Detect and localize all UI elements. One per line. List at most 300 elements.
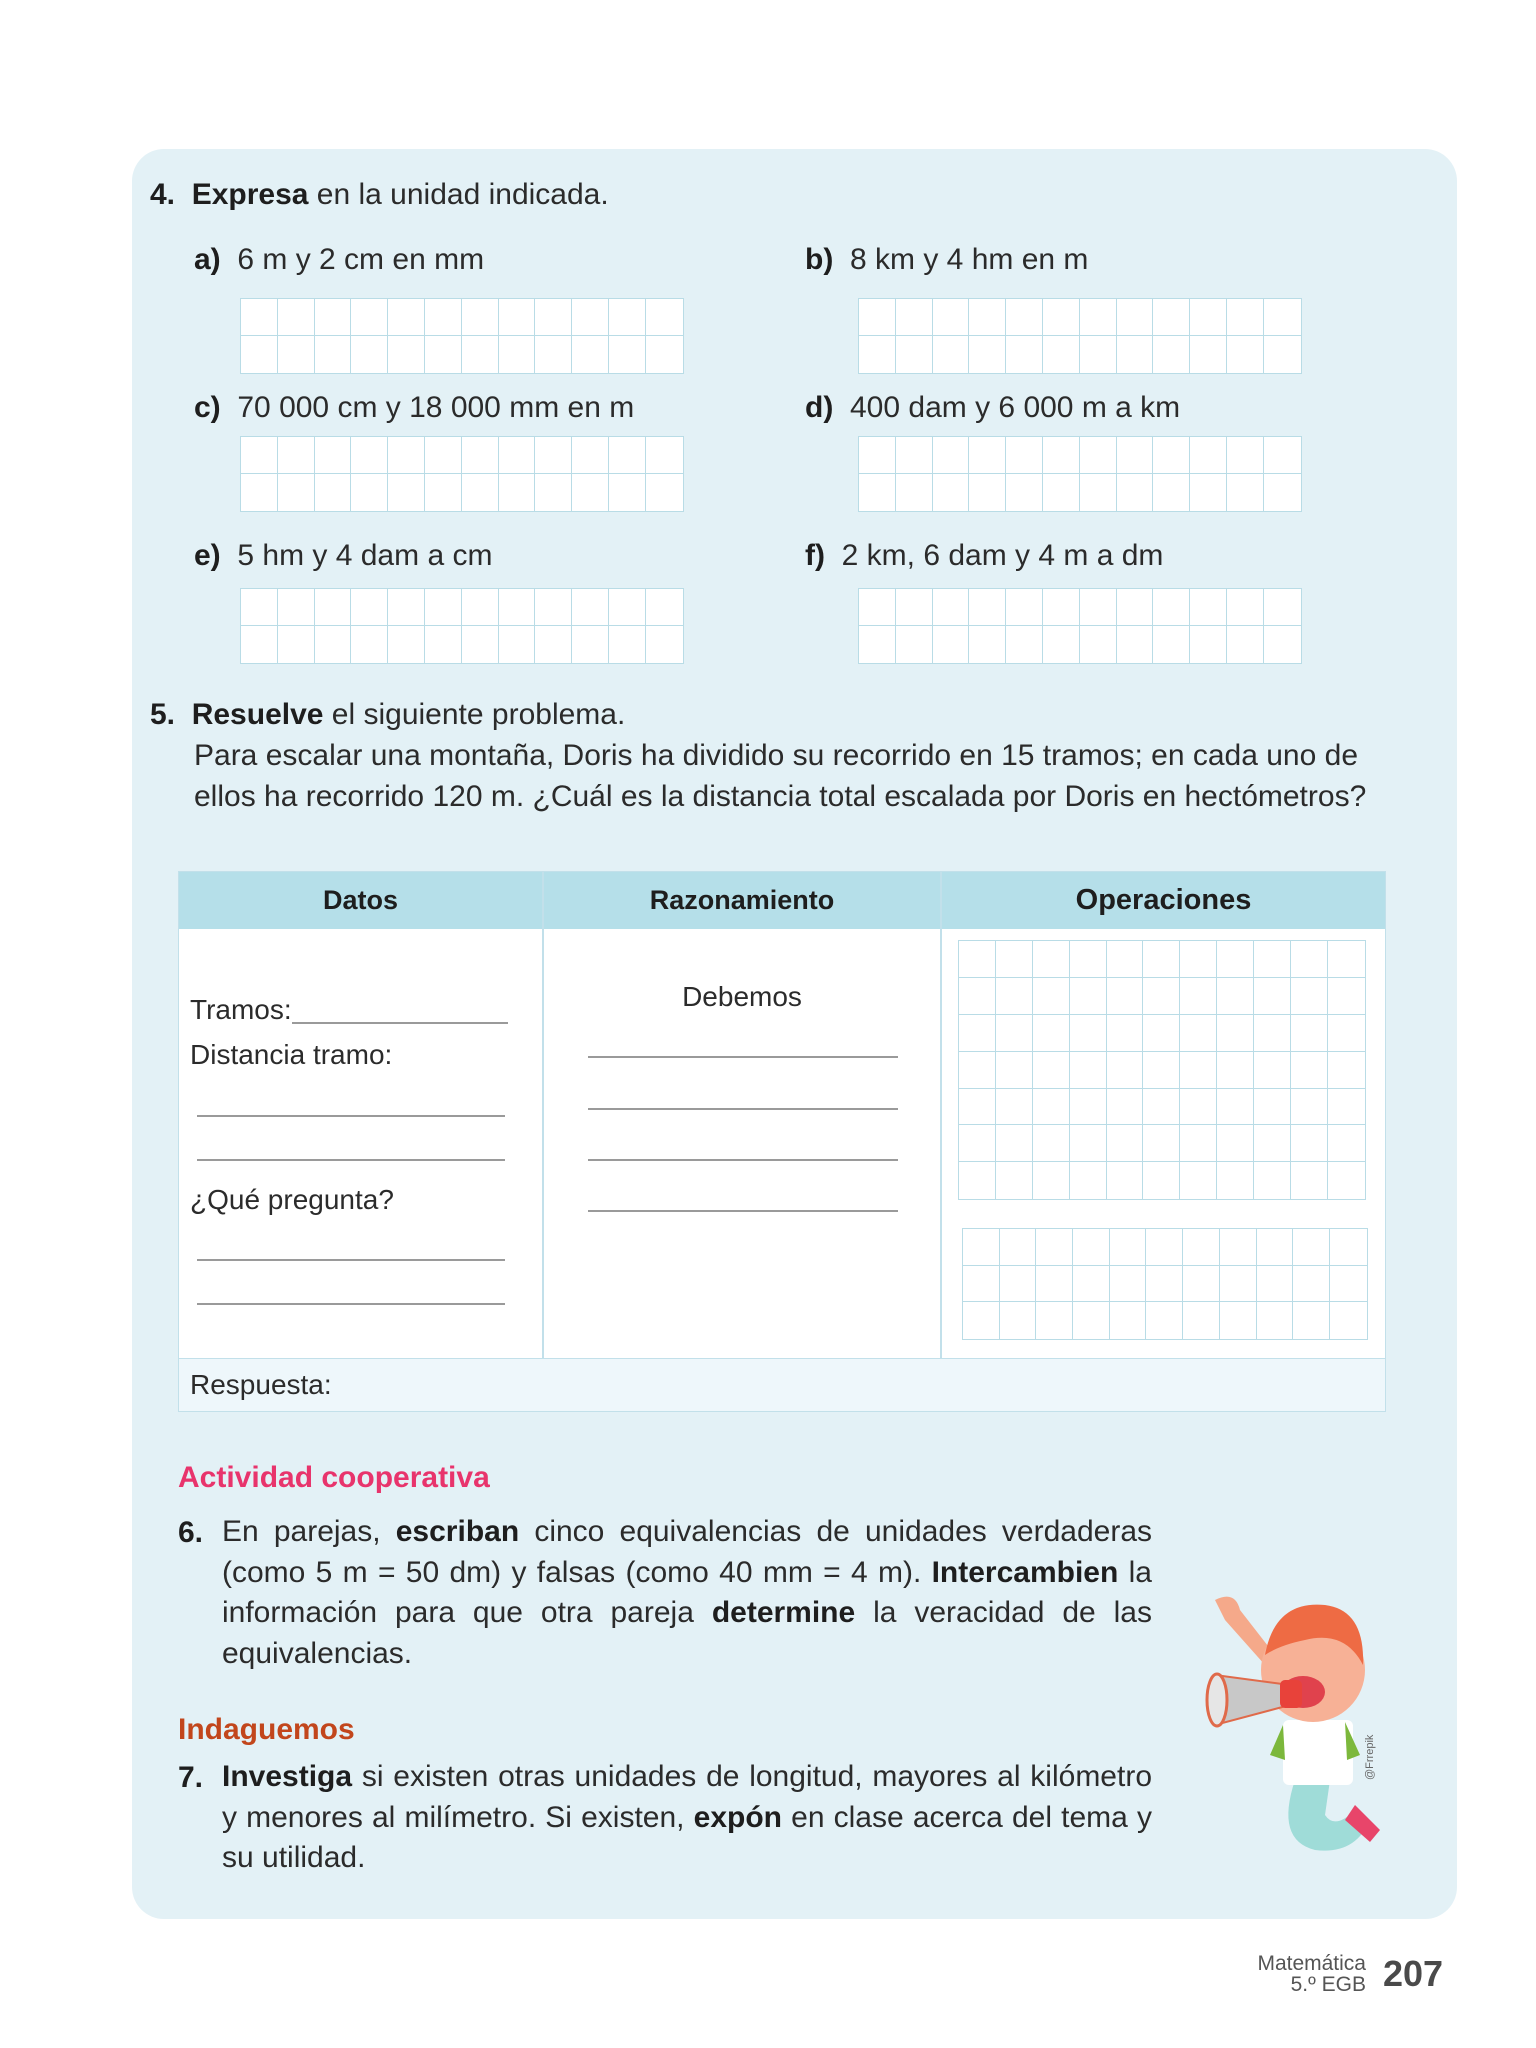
header-operaciones: Operaciones	[942, 872, 1385, 929]
grid-cell[interactable]	[1183, 1266, 1220, 1303]
grid-cell[interactable]	[1143, 1162, 1180, 1199]
grid-cell[interactable]	[1110, 1302, 1147, 1339]
grid-cell[interactable]	[535, 589, 572, 626]
grid-cell[interactable]	[388, 299, 425, 336]
grid-cell[interactable]	[1291, 941, 1328, 978]
grid-cell[interactable]	[1070, 941, 1107, 978]
solution-table	[178, 871, 1386, 1412]
grid-cell[interactable]	[1220, 1229, 1257, 1266]
grid-cell[interactable]	[933, 299, 970, 336]
grid-cell[interactable]	[1293, 1266, 1330, 1303]
grid-cell[interactable]	[241, 589, 278, 626]
grid-cell[interactable]	[1000, 1266, 1037, 1303]
grid-cell[interactable]	[933, 336, 970, 373]
respuesta-label: Respuesta:	[190, 1369, 332, 1400]
grid-cell[interactable]	[315, 626, 352, 663]
grid-cell[interactable]	[896, 437, 933, 474]
grid-cell[interactable]	[462, 626, 499, 663]
ex7-text: Investiga si existen otras unidades de longitud, mayores al kilómetro y menores al milímetro. Si existen, expón en clase acerca del tema y su utilidad.	[222, 1760, 1152, 1874]
ex4-instruction: en la unidad indicada.	[308, 178, 609, 211]
grid-cell[interactable]	[933, 589, 970, 626]
grid-cell[interactable]	[1264, 437, 1301, 474]
reasoning-line[interactable]	[588, 1108, 898, 1110]
grid-cell[interactable]	[1006, 626, 1043, 663]
grid-cell[interactable]	[241, 299, 278, 336]
grid-cell[interactable]	[1033, 1125, 1070, 1162]
grid-cell[interactable]	[499, 336, 536, 373]
grid-cell[interactable]	[646, 589, 683, 626]
grid-cell[interactable]	[278, 626, 315, 663]
grid-cell[interactable]	[425, 589, 462, 626]
grid-cell[interactable]	[1043, 336, 1080, 373]
grid-cell[interactable]	[351, 336, 388, 373]
grid-cell[interactable]	[859, 336, 896, 373]
grid-cell[interactable]	[462, 474, 499, 511]
grid-cell[interactable]	[1180, 941, 1217, 978]
grid-cell[interactable]	[1291, 1089, 1328, 1126]
reasoning-line[interactable]	[588, 1159, 898, 1161]
grid-cell[interactable]	[535, 299, 572, 336]
grid-cell[interactable]	[996, 1015, 1033, 1052]
grid-cell[interactable]	[1143, 978, 1180, 1015]
answer-grid-e[interactable]	[240, 588, 684, 664]
grid-cell[interactable]	[996, 978, 1033, 1015]
grid-cell[interactable]	[1000, 1302, 1037, 1339]
grid-cell[interactable]	[1217, 1052, 1254, 1089]
grid-cell[interactable]	[1070, 1162, 1107, 1199]
grid-cell[interactable]	[241, 336, 278, 373]
answer-grid-f[interactable]	[858, 588, 1302, 664]
grid-cell[interactable]	[1291, 978, 1328, 1015]
grid-cell[interactable]	[1033, 941, 1070, 978]
grid-cell[interactable]	[1291, 1015, 1328, 1052]
grid-cell[interactable]	[1291, 1052, 1328, 1089]
grid-cell[interactable]	[609, 626, 646, 663]
grid-cell[interactable]	[1257, 1266, 1294, 1303]
grid-cell[interactable]	[1254, 1162, 1291, 1199]
grid-cell[interactable]	[1264, 589, 1301, 626]
grid-cell[interactable]	[1217, 1089, 1254, 1126]
grid-cell[interactable]	[1117, 336, 1154, 373]
grid-cell[interactable]	[572, 474, 609, 511]
grid-cell[interactable]	[1033, 1162, 1070, 1199]
grid-cell[interactable]	[963, 1266, 1000, 1303]
grid-cell[interactable]	[462, 589, 499, 626]
pregunta-answer-line[interactable]	[197, 1259, 505, 1261]
grid-cell[interactable]	[859, 589, 896, 626]
grid-cell[interactable]	[646, 474, 683, 511]
answer-grid-a[interactable]	[240, 298, 684, 374]
grid-cell[interactable]	[969, 474, 1006, 511]
grid-cell[interactable]	[1180, 1015, 1217, 1052]
grid-cell[interactable]	[969, 626, 1006, 663]
grid-cell[interactable]	[969, 336, 1006, 373]
ex4-number: 4.	[150, 178, 176, 211]
grid-cell[interactable]	[1153, 474, 1190, 511]
grid-cell[interactable]	[388, 589, 425, 626]
grid-cell[interactable]	[609, 589, 646, 626]
grid-cell[interactable]	[1146, 1302, 1183, 1339]
grid-cell[interactable]	[1183, 1229, 1220, 1266]
reasoning-line[interactable]	[588, 1056, 898, 1058]
grid-cell[interactable]	[1117, 589, 1154, 626]
grid-cell[interactable]	[1291, 1125, 1328, 1162]
grid-cell[interactable]	[1180, 1089, 1217, 1126]
grid-cell[interactable]	[1033, 1089, 1070, 1126]
grid-cell[interactable]	[963, 1229, 1000, 1266]
grid-cell[interactable]	[572, 336, 609, 373]
grid-cell[interactable]	[388, 474, 425, 511]
divider	[542, 872, 544, 1361]
grid-cell[interactable]	[1264, 336, 1301, 373]
grid-cell[interactable]	[896, 626, 933, 663]
grid-cell[interactable]	[278, 589, 315, 626]
grid-cell[interactable]	[959, 1015, 996, 1052]
grid-cell[interactable]	[1006, 299, 1043, 336]
grid-cell[interactable]	[1183, 1302, 1220, 1339]
distancia-answer-line[interactable]	[197, 1159, 505, 1161]
grid-cell[interactable]	[1080, 336, 1117, 373]
grid-cell[interactable]	[1217, 978, 1254, 1015]
grid-cell[interactable]	[1180, 978, 1217, 1015]
grid-cell[interactable]	[959, 978, 996, 1015]
grid-cell[interactable]	[996, 1052, 1033, 1089]
grid-cell[interactable]	[896, 336, 933, 373]
grid-cell[interactable]	[241, 437, 278, 474]
grid-cell[interactable]	[499, 626, 536, 663]
grid-cell[interactable]	[1190, 437, 1227, 474]
grid-cell[interactable]	[1070, 1089, 1107, 1126]
grid-cell[interactable]	[1190, 474, 1227, 511]
grid-cell[interactable]	[425, 474, 462, 511]
grid-cell[interactable]	[1293, 1229, 1330, 1266]
grid-cell[interactable]	[933, 437, 970, 474]
grid-cell[interactable]	[499, 474, 536, 511]
grid-cell[interactable]	[1220, 1302, 1257, 1339]
grid-cell[interactable]	[572, 626, 609, 663]
grid-cell[interactable]	[969, 299, 1006, 336]
grid-cell[interactable]	[1043, 437, 1080, 474]
grid-cell[interactable]	[351, 589, 388, 626]
tramos-answer-line[interactable]	[292, 1022, 508, 1024]
grid-cell[interactable]	[1070, 1125, 1107, 1162]
grid-cell[interactable]	[1043, 589, 1080, 626]
ex6-text: En parejas, escriban cinco equivalencias de unidades verdaderas (como 5 m = 50 dm) y falsas (como 40 mm = 4 m). Intercambien la información para que otra pareja determine la veracidad de las equivalencias.	[222, 1515, 1153, 1670]
grid-cell[interactable]	[1227, 299, 1264, 336]
item-label: d)	[805, 391, 834, 424]
grid-cell[interactable]	[1117, 437, 1154, 474]
grid-cell[interactable]	[1043, 299, 1080, 336]
grid-cell[interactable]	[278, 336, 315, 373]
grid-cell[interactable]	[315, 589, 352, 626]
grid-cell[interactable]	[1217, 1015, 1254, 1052]
grid-cell[interactable]	[1153, 299, 1190, 336]
item-text: 8 km y 4 hm en m	[850, 243, 1089, 276]
answer-grid-b[interactable]	[858, 298, 1302, 374]
grid-cell[interactable]	[1036, 1302, 1073, 1339]
grid-cell[interactable]	[425, 437, 462, 474]
page-number: 207	[1383, 1953, 1444, 1994]
grid-cell[interactable]	[1153, 626, 1190, 663]
grid-cell[interactable]	[1033, 1015, 1070, 1052]
grid-cell[interactable]	[1227, 336, 1264, 373]
grid-cell[interactable]	[315, 336, 352, 373]
grid-cell[interactable]	[1217, 1125, 1254, 1162]
grid-cell[interactable]	[1080, 589, 1117, 626]
grid-cell[interactable]	[535, 437, 572, 474]
grid-cell[interactable]	[1080, 626, 1117, 663]
grid-cell[interactable]	[241, 474, 278, 511]
grid-cell[interactable]	[1143, 1125, 1180, 1162]
grid-cell[interactable]	[1110, 1229, 1147, 1266]
grid-cell[interactable]	[609, 437, 646, 474]
grid-cell[interactable]	[1073, 1229, 1110, 1266]
grid-cell[interactable]	[996, 1089, 1033, 1126]
grid-cell[interactable]	[1073, 1266, 1110, 1303]
grid-cell[interactable]	[499, 437, 536, 474]
grid-cell[interactable]	[1254, 1089, 1291, 1126]
grid-cell[interactable]	[388, 437, 425, 474]
tramos-label: Tramos:	[190, 994, 292, 1025]
grid-cell[interactable]	[896, 474, 933, 511]
grid-cell[interactable]	[1036, 1229, 1073, 1266]
grid-cell[interactable]	[572, 589, 609, 626]
item-text: 70 000 cm y 18 000 mm en m	[237, 391, 635, 424]
grid-cell[interactable]	[315, 474, 352, 511]
ex4-item-f	[805, 541, 1163, 571]
grid-cell[interactable]	[1143, 1089, 1180, 1126]
grid-cell[interactable]	[1153, 437, 1190, 474]
grid-cell[interactable]	[1254, 1015, 1291, 1052]
grid-cell[interactable]	[1117, 299, 1154, 336]
grid-cell[interactable]	[278, 474, 315, 511]
grid-cell[interactable]	[969, 589, 1006, 626]
pregunta-answer-line[interactable]	[197, 1303, 505, 1305]
grid-cell[interactable]	[959, 1162, 996, 1199]
ex4-item-e	[194, 541, 492, 571]
grid-cell[interactable]	[1190, 626, 1227, 663]
operations-grid[interactable]	[958, 940, 1366, 1200]
grid-cell[interactable]	[996, 1125, 1033, 1162]
grid-cell[interactable]	[1293, 1302, 1330, 1339]
grid-cell[interactable]	[1264, 626, 1301, 663]
item-text: 400 dam y 6 000 m a km	[850, 391, 1181, 424]
grid-cell[interactable]	[1328, 1125, 1365, 1162]
grid-cell[interactable]	[1328, 1015, 1365, 1052]
grid-cell[interactable]	[1107, 978, 1144, 1015]
grid-cell[interactable]	[646, 299, 683, 336]
grid-cell[interactable]	[1146, 1266, 1183, 1303]
reasoning-line[interactable]	[588, 1210, 898, 1212]
grid-cell[interactable]	[1143, 1052, 1180, 1089]
grid-cell[interactable]	[462, 336, 499, 373]
grid-cell[interactable]	[388, 336, 425, 373]
grid-cell[interactable]	[996, 1162, 1033, 1199]
ex4-item-d	[805, 393, 1180, 423]
grid-cell[interactable]	[859, 437, 896, 474]
ex4-heading	[150, 180, 609, 210]
grid-cell[interactable]	[1254, 1052, 1291, 1089]
grid-cell[interactable]	[1107, 1015, 1144, 1052]
grid-cell[interactable]	[1330, 1229, 1367, 1266]
grid-cell[interactable]	[646, 336, 683, 373]
grid-cell[interactable]	[241, 626, 278, 663]
grid-cell[interactable]	[963, 1302, 1000, 1339]
grid-cell[interactable]	[1110, 1266, 1147, 1303]
grid-cell[interactable]	[315, 437, 352, 474]
grid-cell[interactable]	[896, 299, 933, 336]
grid-cell[interactable]	[462, 299, 499, 336]
grid-cell[interactable]	[1257, 1302, 1294, 1339]
grid-cell[interactable]	[1080, 474, 1117, 511]
grid-cell[interactable]	[1328, 1052, 1365, 1089]
grid-cell[interactable]	[609, 299, 646, 336]
grid-cell[interactable]	[1006, 437, 1043, 474]
grid-cell[interactable]	[1328, 1162, 1365, 1199]
grid-cell[interactable]	[572, 437, 609, 474]
grid-cell[interactable]	[859, 299, 896, 336]
grid-cell[interactable]	[1180, 1052, 1217, 1089]
grid-cell[interactable]	[1254, 1125, 1291, 1162]
grid-cell[interactable]	[646, 626, 683, 663]
grid-cell[interactable]	[1107, 1089, 1144, 1126]
grid-cell[interactable]	[646, 437, 683, 474]
grid-cell[interactable]	[1227, 474, 1264, 511]
grid-cell[interactable]	[315, 299, 352, 336]
grid-cell[interactable]	[969, 437, 1006, 474]
grid-cell[interactable]	[1217, 1162, 1254, 1199]
grid-cell[interactable]	[1070, 1015, 1107, 1052]
grid-cell[interactable]	[499, 589, 536, 626]
respuesta-row[interactable]	[179, 1358, 1385, 1411]
ex5-heading	[150, 700, 625, 730]
answer-grid-c[interactable]	[240, 436, 684, 512]
answer-grid-d[interactable]	[858, 436, 1302, 512]
grid-cell[interactable]	[1291, 1162, 1328, 1199]
grid-cell[interactable]	[1227, 626, 1264, 663]
grid-cell[interactable]	[1107, 1052, 1144, 1089]
grid-cell[interactable]	[278, 437, 315, 474]
ex5-instruction: el siguiente problema.	[323, 698, 626, 731]
grid-cell[interactable]	[1227, 589, 1264, 626]
grid-cell[interactable]	[425, 299, 462, 336]
grid-cell[interactable]	[1006, 336, 1043, 373]
grid-cell[interactable]	[1264, 299, 1301, 336]
grid-cell[interactable]	[462, 437, 499, 474]
grid-cell[interactable]	[1006, 474, 1043, 511]
distancia-label: Distancia tramo:	[190, 1039, 393, 1070]
grid-cell[interactable]	[1190, 336, 1227, 373]
grid-cell[interactable]	[1227, 437, 1264, 474]
grid-cell[interactable]	[1328, 1089, 1365, 1126]
footer-subject-name: Matemática	[1257, 1952, 1366, 1975]
grid-cell[interactable]	[1033, 978, 1070, 1015]
grid-cell[interactable]	[351, 299, 388, 336]
grid-cell[interactable]	[425, 626, 462, 663]
grid-cell[interactable]	[1180, 1125, 1217, 1162]
grid-cell[interactable]	[351, 474, 388, 511]
grid-cell[interactable]	[1153, 589, 1190, 626]
grid-cell[interactable]	[1080, 299, 1117, 336]
grid-cell[interactable]	[1180, 1162, 1217, 1199]
grid-cell[interactable]	[1146, 1229, 1183, 1266]
grid-cell[interactable]	[278, 299, 315, 336]
grid-cell[interactable]	[499, 299, 536, 336]
grid-cell[interactable]	[996, 941, 1033, 978]
grid-cell[interactable]	[1117, 474, 1154, 511]
grid-cell[interactable]	[1070, 1052, 1107, 1089]
grid-cell[interactable]	[859, 626, 896, 663]
grid-cell[interactable]	[1330, 1266, 1367, 1303]
grid-cell[interactable]	[1143, 941, 1180, 978]
grid-cell[interactable]	[1190, 299, 1227, 336]
grid-cell[interactable]	[1117, 626, 1154, 663]
divider	[940, 872, 942, 1361]
grid-cell[interactable]	[1036, 1266, 1073, 1303]
grid-cell[interactable]	[1190, 589, 1227, 626]
grid-cell[interactable]	[572, 299, 609, 336]
grid-cell[interactable]	[933, 626, 970, 663]
grid-cell[interactable]	[1264, 474, 1301, 511]
grid-cell[interactable]	[425, 336, 462, 373]
grid-cell[interactable]	[959, 941, 996, 978]
grid-cell[interactable]	[1073, 1302, 1110, 1339]
header-razonamiento: Razonamiento	[544, 872, 940, 929]
grid-cell[interactable]	[1006, 589, 1043, 626]
distancia-answer-line[interactable]	[197, 1115, 505, 1117]
grid-cell[interactable]	[1070, 978, 1107, 1015]
grid-cell[interactable]	[351, 626, 388, 663]
grid-cell[interactable]	[351, 437, 388, 474]
grid-cell[interactable]	[1254, 978, 1291, 1015]
grid-cell[interactable]	[896, 589, 933, 626]
grid-cell[interactable]	[1000, 1229, 1037, 1266]
grid-cell[interactable]	[1153, 336, 1190, 373]
item-text: 6 m y 2 cm en mm	[237, 243, 485, 276]
grid-cell[interactable]	[1107, 1162, 1144, 1199]
grid-cell[interactable]	[1043, 626, 1080, 663]
grid-cell[interactable]	[1220, 1266, 1257, 1303]
grid-cell[interactable]	[959, 1052, 996, 1089]
ex6-number: 6.	[178, 1516, 204, 1549]
grid-cell[interactable]	[1107, 941, 1144, 978]
grid-cell[interactable]	[859, 474, 896, 511]
grid-cell[interactable]	[1328, 941, 1365, 978]
grid-cell[interactable]	[959, 1089, 996, 1126]
grid-cell[interactable]	[959, 1125, 996, 1162]
grid-cell[interactable]	[1254, 941, 1291, 978]
grid-cell[interactable]	[388, 626, 425, 663]
grid-cell[interactable]	[535, 474, 572, 511]
item-text: 2 km, 6 dam y 4 m a dm	[841, 539, 1164, 572]
illustration-credit: @Frrepik	[1364, 1734, 1376, 1780]
grid-cell[interactable]	[609, 474, 646, 511]
grid-cell[interactable]	[1033, 1052, 1070, 1089]
grid-cell[interactable]	[1043, 474, 1080, 511]
grid-cell[interactable]	[1143, 1015, 1180, 1052]
operations-grid-small[interactable]	[962, 1228, 1368, 1340]
grid-cell[interactable]	[1328, 978, 1365, 1015]
grid-cell[interactable]	[1330, 1302, 1367, 1339]
grid-cell[interactable]	[1107, 1125, 1144, 1162]
grid-cell[interactable]	[535, 626, 572, 663]
grid-cell[interactable]	[535, 336, 572, 373]
grid-cell[interactable]	[1217, 941, 1254, 978]
grid-cell[interactable]	[1257, 1229, 1294, 1266]
grid-cell[interactable]	[933, 474, 970, 511]
grid-cell[interactable]	[1080, 437, 1117, 474]
grid-cell[interactable]	[609, 336, 646, 373]
